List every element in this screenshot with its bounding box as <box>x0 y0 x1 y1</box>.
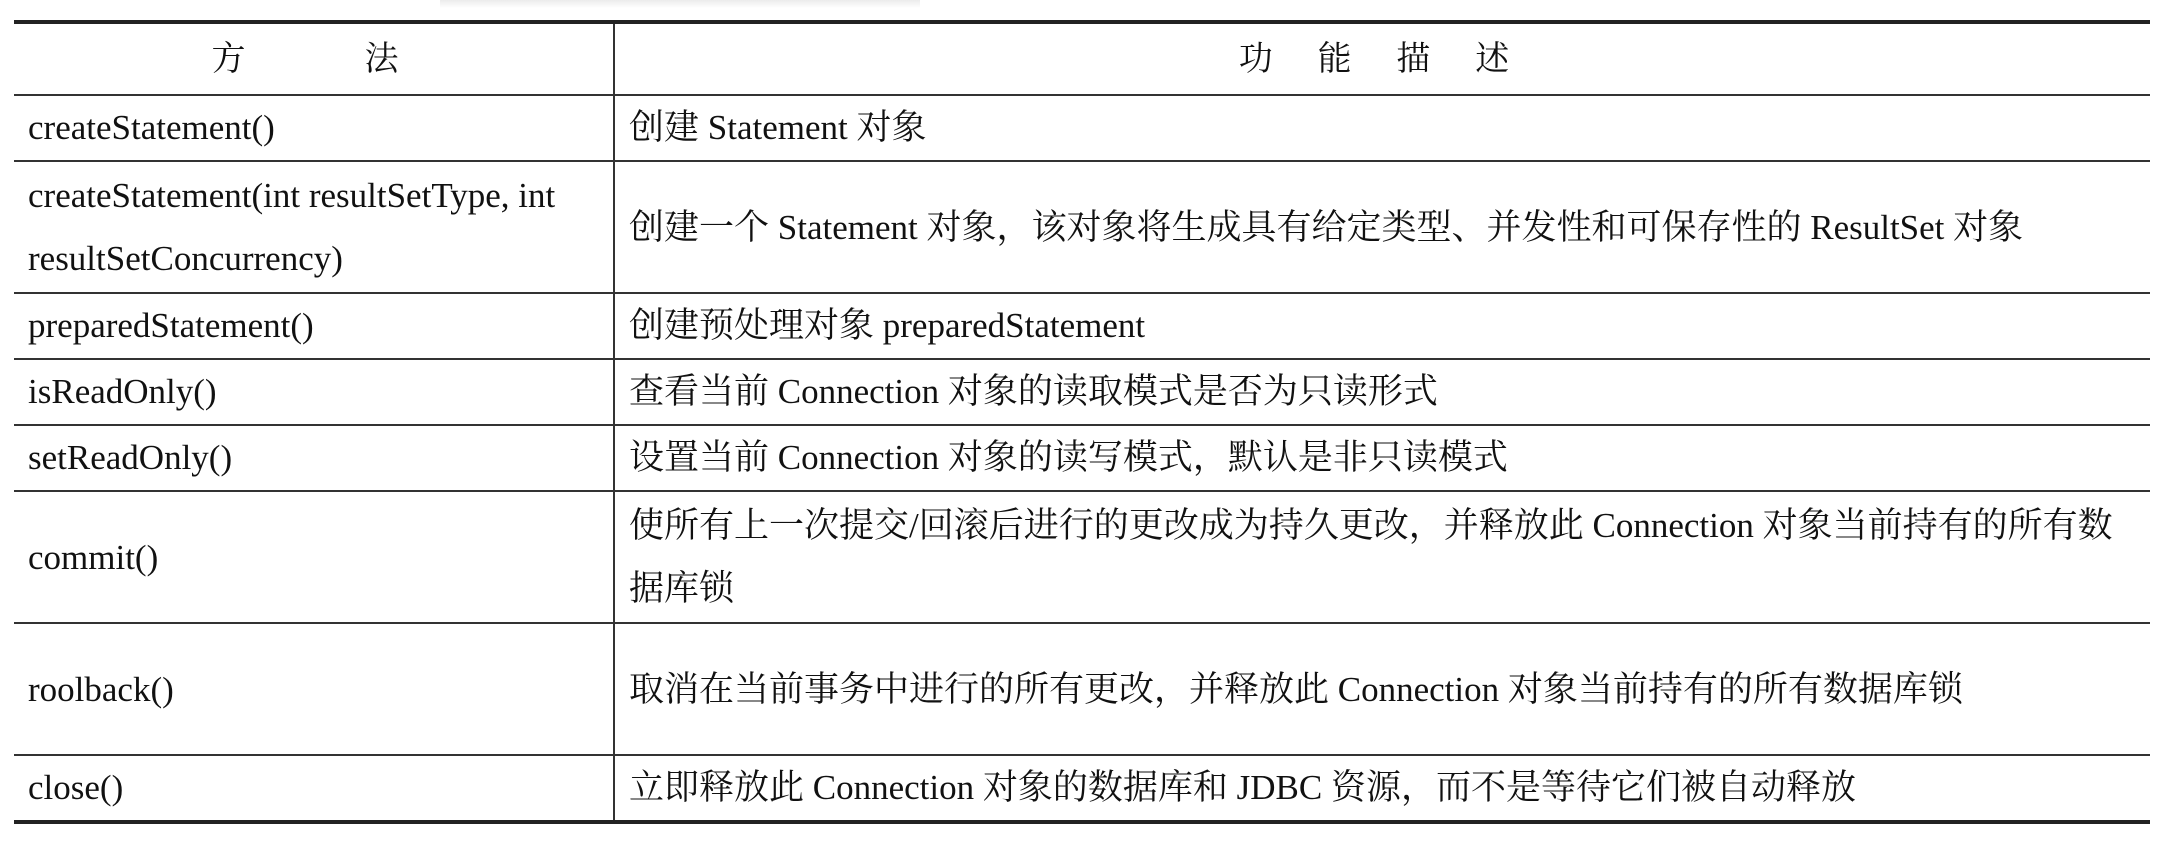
table-row <box>14 425 2150 491</box>
description-cell: 创建一个 Statement 对象，该对象将生成具有给定类型、并发性和可保存性的 ResultSet 对象 <box>614 161 2150 293</box>
description-cell: 创建 Statement 对象 <box>614 95 2150 161</box>
method-cell: setReadOnly() <box>14 425 614 491</box>
scan-artifact <box>440 0 920 8</box>
table-row <box>14 491 2150 623</box>
method-cell: roolback() <box>14 623 614 755</box>
method-cell: createStatement() <box>14 95 614 161</box>
table-header-row <box>14 22 2150 95</box>
methods-table <box>14 20 2150 824</box>
methods-table-container <box>14 20 2150 824</box>
table-row <box>14 161 2150 293</box>
table-row <box>14 623 2150 755</box>
method-cell: preparedStatement() <box>14 293 614 359</box>
table-row <box>14 755 2150 822</box>
description-cell: 创建预处理对象 preparedStatement <box>614 293 2150 359</box>
method-cell: isReadOnly() <box>14 359 614 425</box>
description-cell: 使所有上一次提交/回滚后进行的更改成为持久更改，并释放此 Connection 对象当前持有的所有数据库锁 <box>614 491 2150 623</box>
description-cell: 立即释放此 Connection 对象的数据库和 JDBC 资源，而不是等待它们被自动释放 <box>614 755 2150 822</box>
header-method: 方 法 <box>14 22 614 95</box>
description-cell: 取消在当前事务中进行的所有更改，并释放此 Connection 对象当前持有的所有数据库锁 <box>614 623 2150 755</box>
description-cell: 设置当前 Connection 对象的读写模式，默认是非只读模式 <box>614 425 2150 491</box>
header-description: 功 能 描 述 <box>614 22 2150 95</box>
method-cell: close() <box>14 755 614 822</box>
table-row <box>14 95 2150 161</box>
description-cell: 查看当前 Connection 对象的读取模式是否为只读形式 <box>614 359 2150 425</box>
table-row <box>14 359 2150 425</box>
method-cell: commit() <box>14 491 614 623</box>
table-row <box>14 293 2150 359</box>
method-cell: createStatement(int resultSetType, int resultSetConcurrency) <box>14 161 614 293</box>
